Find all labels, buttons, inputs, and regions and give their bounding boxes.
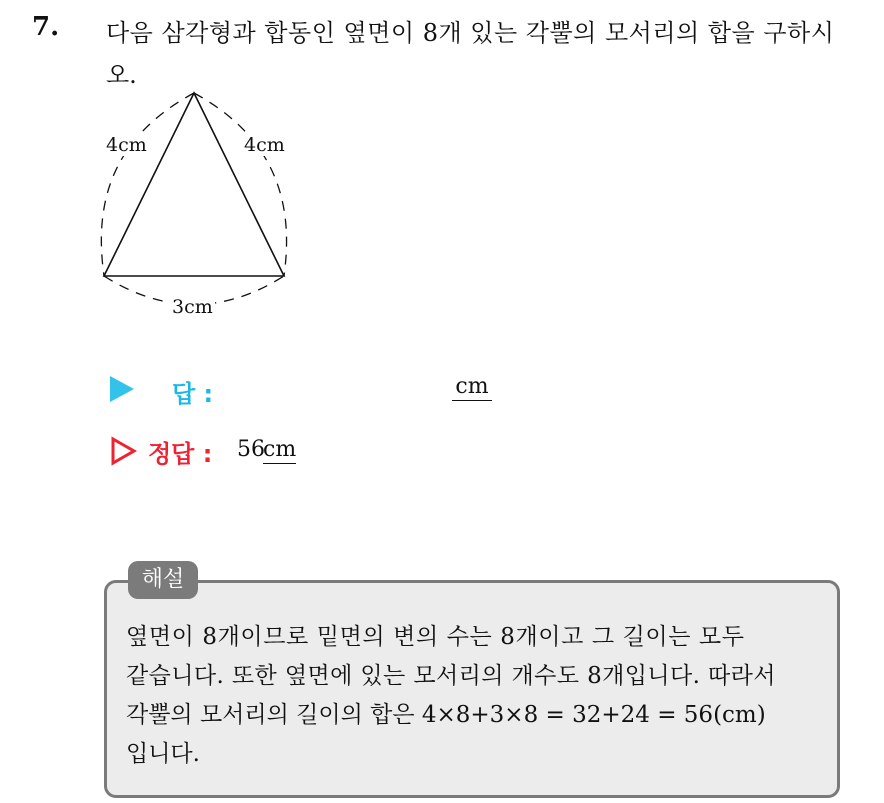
play-arrow-icon — [110, 376, 134, 402]
answer-unit-blank[interactable]: cm — [452, 374, 492, 401]
solution-line: 입니다. — [126, 741, 200, 767]
label-right-side: 4cm — [244, 134, 285, 156]
solution-line: 옆면이 8개이므로 밑면의 변의 수는 8개이고 그 길이는 모두 — [126, 624, 745, 650]
answer-row — [110, 372, 530, 408]
triangle-diagram — [96, 88, 296, 328]
question-text-line2: 오. — [106, 61, 137, 89]
triangle-figure — [96, 88, 296, 328]
solution-line: 같습니다. 또한 옆면에 있는 모서리의 개수도 8개입니다. 따라서 — [126, 663, 776, 689]
correct-answer-label: 정답 : — [148, 440, 213, 468]
correct-answer-row — [110, 434, 530, 470]
label-left-side: 4cm — [106, 134, 147, 156]
question-text-line1: 다음 삼각형과 합동인 옆면이 8개 있는 각뿔의 모서리의 합을 구하시 — [106, 19, 835, 47]
solution-line: 각뿔의 모서리의 길이의 합은 4×8+3×8 = 32+24 = 56(cm) — [126, 702, 766, 728]
solution-tag: 해설 — [128, 561, 198, 599]
question-number: 7. — [32, 12, 60, 42]
label-bottom-side: 3cm — [172, 296, 213, 318]
correct-answer-value: 56 — [237, 437, 265, 462]
outline-arrow-icon — [110, 436, 138, 466]
answer-label: 답 : — [172, 380, 214, 408]
triangle-shape — [104, 93, 284, 276]
correct-answer-unit: cm — [263, 437, 297, 462]
